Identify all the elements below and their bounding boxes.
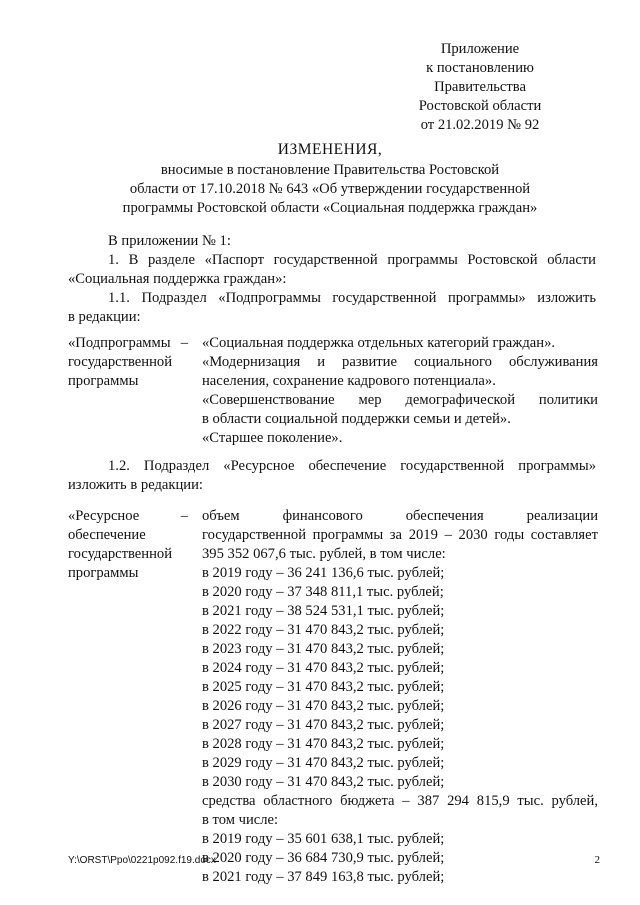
- page-number: 2: [594, 854, 600, 866]
- appendix-header: [380, 40, 580, 135]
- resource-line: в 2019 году – 36 241 136,6 тыс. рублей;: [202, 565, 445, 581]
- section-1-text: 1. В разделе «Паспорт государственной программы Ростовской области: [108, 252, 596, 268]
- section-1-text-cont: «Социальная поддержка граждан»:: [68, 271, 287, 287]
- resource-line: объем финансового обеспечения реализации: [202, 508, 598, 524]
- label-line: обеспечение: [68, 527, 146, 543]
- resource-line: в 2021 году – 37 849 163,8 тыс. рублей;: [202, 869, 445, 885]
- label-line: «Подпрограммы: [68, 335, 171, 351]
- subprogram-item: населения, сохранение кадрового потенциала».: [202, 373, 496, 389]
- resource-line: в 2020 году – 37 348 811,1 тыс. рублей;: [202, 584, 444, 600]
- resource-line: в 2021 году – 38 524 531,1 тыс. рублей;: [202, 603, 445, 619]
- appendix-line: Ростовской области: [418, 98, 542, 114]
- label-dash: –: [180, 508, 188, 524]
- resources-label: [68, 507, 188, 583]
- appendix-line: Приложение: [440, 41, 520, 57]
- section-1-1-paragraph: [68, 289, 596, 327]
- title-line: программы Ростовской области «Социальная поддержка граждан»: [122, 200, 538, 216]
- title-heading: ИЗМЕНЕНИЯ,: [277, 141, 383, 158]
- label-dash: –: [180, 335, 188, 351]
- resource-line: средства областного бюджета – 387 294 815,9 тыс. рублей,: [202, 793, 598, 809]
- resource-line: в 2023 году – 31 470 843,2 тыс. рублей;: [202, 641, 445, 657]
- footer-file-path: Y:\ORST\Ppo\0221p092.f19.docx: [68, 855, 216, 866]
- section-1-2-paragraph: [68, 457, 596, 495]
- subprogram-item: «Социальная поддержка отдельных категорий граждан».: [202, 335, 556, 351]
- label-line: программы: [68, 565, 139, 581]
- section-1-2-text: 1.2. Подраздел «Ресурсное обеспечение государственной программы»: [108, 458, 596, 474]
- label-line: программы: [68, 373, 139, 389]
- subprogram-item: «Модернизация и развитие социального обслуживания: [202, 354, 598, 370]
- subprogram-item: в области социальной поддержки семьи и детей».: [202, 411, 511, 427]
- resource-line: в том числе:: [202, 812, 279, 828]
- intro-paragraph: [68, 232, 596, 251]
- resource-line: в 2026 году – 31 470 843,2 тыс. рублей;: [202, 698, 445, 714]
- appendix-line: к постановлению: [426, 60, 534, 76]
- title-line: области от 17.10.2018 № 643 «Об утверждении государственной: [129, 181, 531, 197]
- subprogram-item: «Старшее поколение».: [202, 430, 343, 446]
- label-line: государственной: [68, 546, 173, 562]
- resource-line: в 2025 году – 31 470 843,2 тыс. рублей;: [202, 679, 445, 695]
- title-line: вносимые в постановление Правительства Ростовской: [160, 162, 500, 178]
- section-1-1-text-cont: в редакции:: [68, 309, 141, 325]
- resource-line: государственной программы за 2019 – 2030 годы составляет: [202, 527, 598, 543]
- label-line: государственной: [68, 354, 173, 370]
- document-title: [60, 140, 600, 218]
- resource-line: в 2027 году – 31 470 843,2 тыс. рублей;: [202, 717, 445, 733]
- resource-line: в 2030 году – 31 470 843,2 тыс. рублей;: [202, 774, 445, 790]
- appendix-line: Правительства: [434, 79, 526, 95]
- section-1-2-text-cont: изложить в редакции:: [68, 477, 203, 493]
- resource-line: в 2020 году – 36 684 730,9 тыс. рублей;: [202, 850, 445, 866]
- section-1-paragraph: [68, 251, 596, 289]
- resources-list: [202, 507, 598, 887]
- resource-line: в 2028 году – 31 470 843,2 тыс. рублей;: [202, 736, 445, 752]
- resource-line: 395 352 067,6 тыс. рублей, в том числе:: [202, 546, 446, 562]
- resource-line: в 2019 году – 35 601 638,1 тыс. рублей;: [202, 831, 445, 847]
- section-1-1-text: 1.1. Подраздел «Подпрограммы государственной программы» изложить: [108, 290, 596, 306]
- resource-line: в 2029 году – 31 470 843,2 тыс. рублей;: [202, 755, 445, 771]
- resource-line: в 2024 году – 31 470 843,2 тыс. рублей;: [202, 660, 445, 676]
- resource-line: в 2022 году – 31 470 843,2 тыс. рублей;: [202, 622, 445, 638]
- appendix-line: от 21.02.2019 № 92: [420, 117, 540, 133]
- subprograms-label: [68, 334, 188, 391]
- subprogram-item: «Совершенствование мер демографической политики: [202, 392, 598, 408]
- subprograms-list: [202, 334, 598, 448]
- label-line: «Ресурсное: [68, 508, 140, 524]
- intro-text: В приложении № 1:: [108, 233, 231, 249]
